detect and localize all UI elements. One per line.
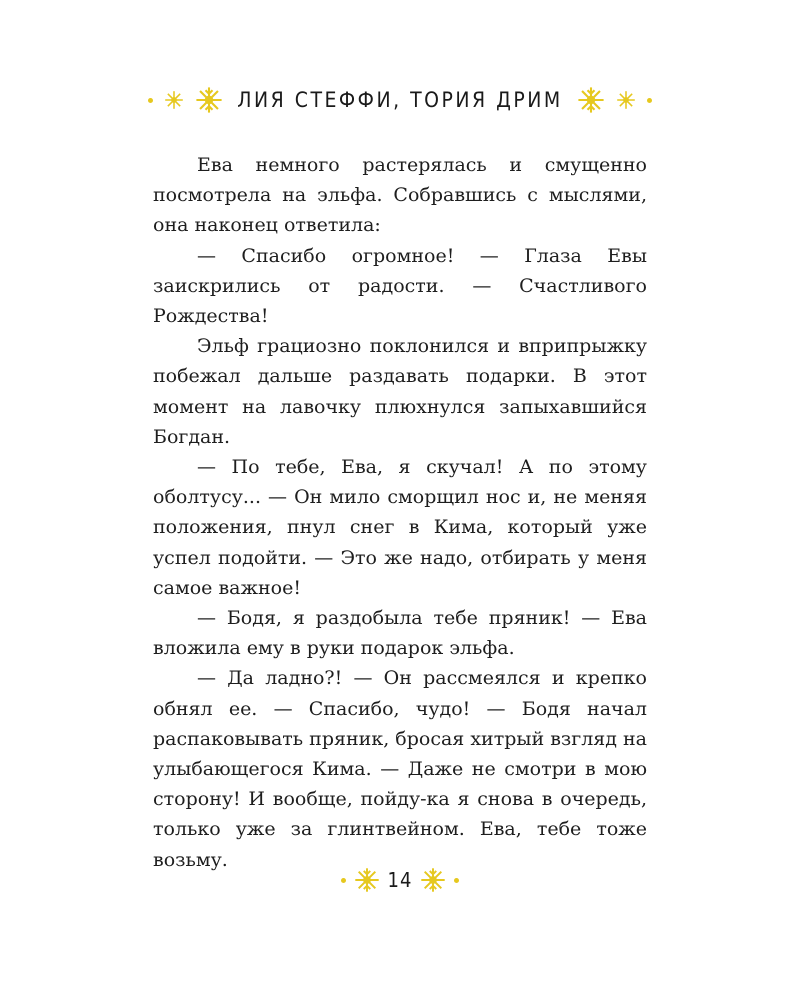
- dot-icon: [647, 98, 652, 103]
- page-number: 14: [387, 868, 413, 892]
- snowflake-icon: [195, 86, 223, 114]
- header-ornament-right: [577, 86, 652, 114]
- paragraph: — По тебе, Ева, я скучал! А по этому оболтусу... — Он мило сморщил нос и, не меняя положения, пнул снег в Кима, который уже успел подойти. — Это же надо, отбирать у меня самое важное!: [153, 456, 647, 599]
- header-title: ЛИЯ СТЕФФИ, ТОРИЯ ДРИМ: [237, 88, 563, 112]
- dot-icon: [454, 878, 459, 883]
- paragraph: — Бодя, я раздобыла тебе пряник! — Ева вложила ему в руки подарок эльфа.: [153, 607, 647, 660]
- paragraph: — Да ладно?! — Он рассмеялся и крепко обнял ее. — Спасибо, чудо! — Бодя начал распаковывать пряник, бросая хитрый взгляд на улыбающегося Кима. — Даже не смотри в мою сторону! И вообще, пойду-ка я снова в очередь, только уже за глинтвейном. Ева, тебе тоже возьму.: [153, 667, 647, 871]
- running-header: [0, 80, 800, 120]
- header-ornament-left: [148, 86, 223, 114]
- snowflake-icon: [615, 89, 637, 111]
- dot-icon: [148, 98, 153, 103]
- snowflake-icon: [577, 86, 605, 114]
- body-text: [153, 150, 647, 875]
- snowflake-icon: [354, 867, 380, 893]
- snowflake-icon: [420, 867, 446, 893]
- paragraph: Ева немного растерялась и смущенно посмотрела на эльфа. Собравшись с мыслями, она наконец ответила:: [153, 154, 647, 237]
- snowflake-icon: [163, 89, 185, 111]
- paragraph: Эльф грациозно поклонился и вприпрыжку побежал дальше раздавать подарки. В этот момент на лавочку плюхнулся запыхавшийся Богдан.: [153, 335, 647, 448]
- dot-icon: [341, 878, 346, 883]
- page-footer: [0, 862, 800, 898]
- paragraph: — Спасибо огромное! — Глаза Евы заискрились от радости. — Счастливого Рождества!: [153, 244, 647, 328]
